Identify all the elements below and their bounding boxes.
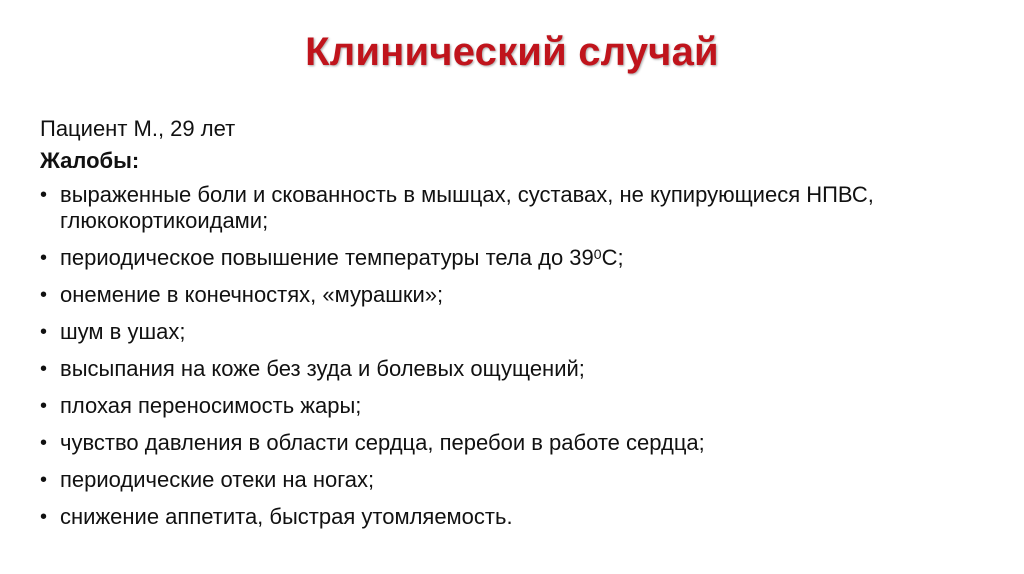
bullet-marker: • — [40, 358, 48, 380]
list-item — [40, 319, 990, 345]
complaint-text: снижение аппетита, быстрая утомляемость. — [60, 504, 513, 529]
bullet-marker: • — [40, 506, 48, 528]
bullet-marker: • — [40, 247, 48, 269]
complaint-text: периодические отеки на ногах; — [60, 467, 375, 492]
list-item — [40, 393, 990, 419]
bullet-marker: • — [40, 184, 48, 206]
complaint-text: плохая переносимость жары; — [60, 393, 362, 418]
slide-content — [40, 114, 990, 541]
complaint-text: выраженные боли и скованность в мышцах, суставах, не купирующиеся НПВС, глюкокортикоидами; — [60, 182, 874, 233]
temperature-unit: С; — [601, 245, 624, 270]
bullet-marker: • — [40, 284, 48, 306]
slide-title: Клинический случай — [305, 30, 719, 74]
list-item — [40, 467, 990, 493]
complaints-list — [40, 182, 990, 530]
bullet-marker: • — [40, 432, 48, 454]
bullet-marker: • — [40, 469, 48, 491]
complaint-text: шум в ушах; — [60, 319, 186, 344]
degree-superscript: 0 — [593, 246, 602, 262]
complaint-text: высыпания на коже без зуда и болевых ощущений; — [60, 356, 585, 381]
complaint-text: периодическое повышение температуры тела до 39 — [60, 245, 594, 270]
bullet-marker: • — [40, 321, 48, 343]
list-item — [40, 282, 990, 308]
list-item — [40, 245, 990, 271]
complaint-text: чувство давления в области сердца, перебои в работе сердца; — [60, 430, 705, 455]
list-item — [40, 504, 990, 530]
list-item — [40, 182, 940, 234]
complaints-heading: Жалобы: — [40, 148, 140, 173]
list-item — [40, 430, 990, 456]
patient-info: Пациент М., 29 лет — [40, 116, 236, 141]
complaint-text: онемение в конечностях, «мурашки»; — [60, 282, 444, 307]
list-item — [40, 356, 990, 382]
bullet-marker: • — [40, 395, 48, 417]
